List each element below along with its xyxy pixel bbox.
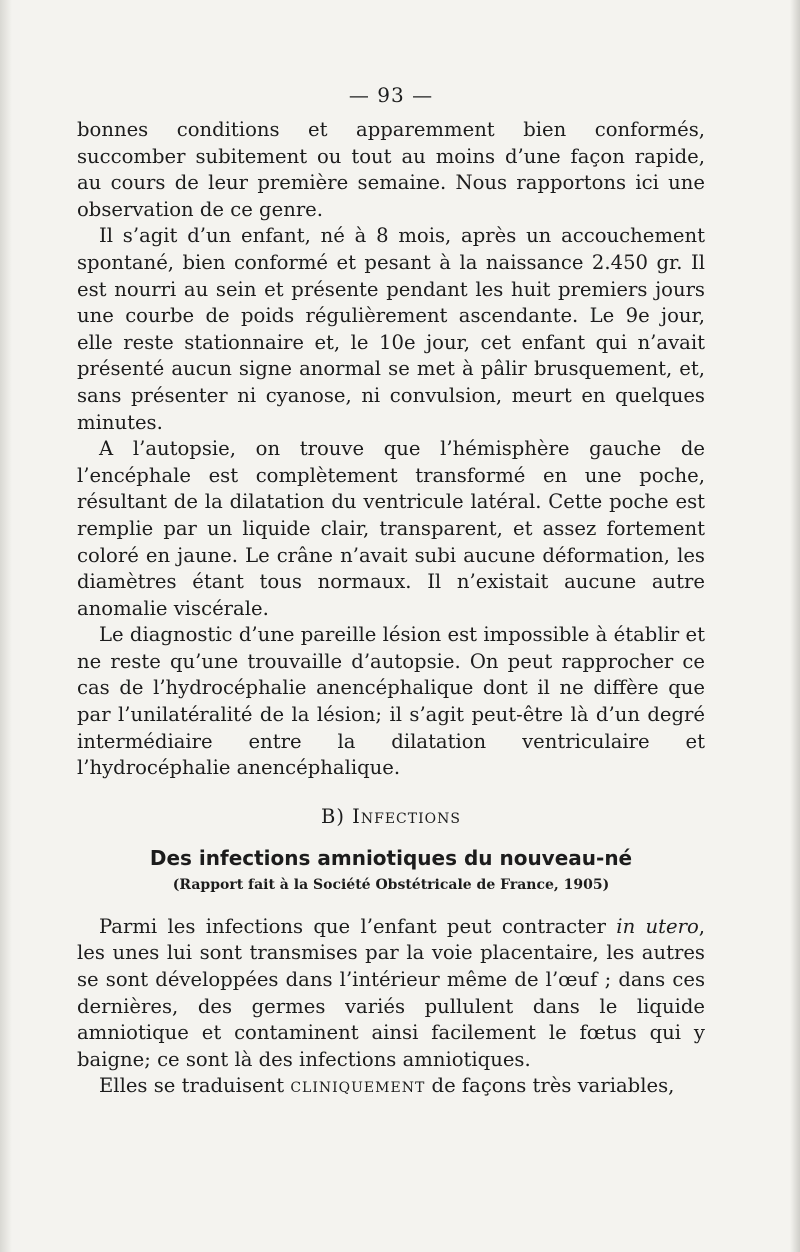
page-edge-shadow-right xyxy=(790,0,800,1252)
italic-in-utero: in utero xyxy=(616,914,699,938)
page-text-block xyxy=(77,83,705,1100)
section-heading xyxy=(77,804,705,830)
paragraph-infections-intro-end: , les unes lui sont transmises par la voie placentaire, les autres se sont développées dans l’intérieur même de l’œuf ; dans ces dernières, des germes variés pullulent dans le liquide amniotique et contaminent ainsi facilement le fœtus qui y baigne; ce sont là des infections amniotiques. xyxy=(77,914,705,1071)
paragraph-diagnosis: Le diagnostic d’une pareille lésion est impossible à établir et ne reste qu’une trouvaille d’autopsie. On peut rapprocher ce cas de l’hydrocéphalie anencéphalique dont il ne diffère que par l’unilatéralité de la lésion; il s’agit peut-être là d’un degré intermédiaire entre la dilatation ventriculaire et l’hydrocéphalie anencéphalique. xyxy=(77,623,705,780)
paragraph-clinical-end: de façons très variables, xyxy=(425,1074,675,1098)
paragraph-infections-intro-start: Parmi les infections que l’enfant peut contracter xyxy=(99,914,617,938)
smallcaps-cliniquement: cliniquement xyxy=(290,1074,426,1098)
paragraph-clinical-start: Elles se traduisent xyxy=(99,1074,291,1098)
paragraph-infections-intro xyxy=(77,914,705,1074)
section-title: Infections xyxy=(352,804,461,828)
paragraph-case-report: Il s’agit d’un enfant, né à 8 mois, après un accouchement spontané, bien conformé et pesant à la naissance 2.450 gr. Il est nourri au sein et présente pendant les huit premiers jours une courbe de poids régulièrement ascendante. Le 9e jour, elle reste stationnaire et, le 10e jour, cet enfant qui n’avait présenté aucun signe anormal se met à pâlir brusquement, et, sans présenter ni cyanose, ni convulsion, meurt en quelques minutes. xyxy=(77,224,705,434)
paragraph-autopsy: A l’autopsie, on trouve que l’hémisphère gauche de l’encéphale est complètement transformé en une poche, résultant de la dilatation du ventricule latéral. Cette poche est remplie par un liquide clair, transparent, et assez fortement coloré en jaune. Le crâne n’avait subi aucune déformation, les diamètres étant tous normaux. Il n’existait aucune autre anomalie viscérale. xyxy=(77,437,705,620)
section-letter: B) xyxy=(321,804,345,828)
article-title: Des infections amniotiques du nouveau-né xyxy=(149,845,633,870)
page-number: — 93 — xyxy=(348,83,434,107)
article-subtitle: (Rapport fait à la Société Obstétricale de France, 1905) xyxy=(172,876,610,893)
paragraph-continuation: bonnes conditions et apparemment bien conformés, succomber subitement ou tout au moins d’une façon rapide, au cours de leur première semaine. Nous rapportons ici une observation de ce genre. xyxy=(77,118,705,221)
paragraph-clinical xyxy=(77,1073,705,1100)
page-edge-shadow-left xyxy=(0,0,12,1252)
